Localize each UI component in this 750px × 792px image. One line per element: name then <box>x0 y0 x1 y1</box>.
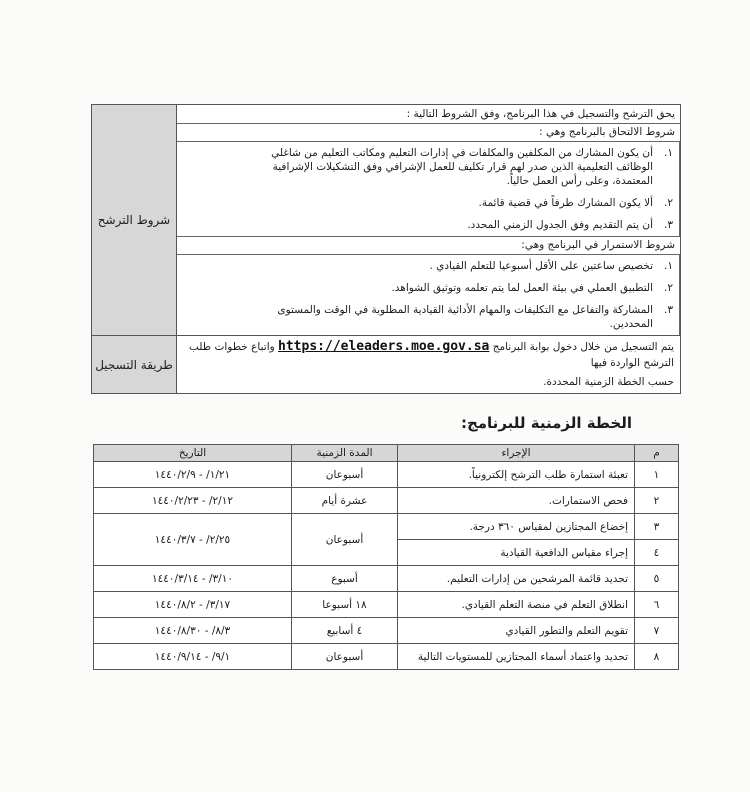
conditions-table <box>91 104 681 394</box>
table-row <box>94 644 679 670</box>
list-item <box>232 214 679 236</box>
row-num: ٦ <box>635 592 679 618</box>
row-num: ٢ <box>635 488 679 514</box>
row-duration: أسبوعان <box>292 514 398 566</box>
list-item <box>232 192 679 214</box>
col-header-date: التاريخ <box>94 445 292 462</box>
row-date: ٨/٣/ - ١٤٤٠/٨/٣٠ <box>94 618 292 644</box>
item-number: ٣. <box>664 219 673 231</box>
item-number: ٣. <box>664 304 673 316</box>
item-text: أن يتم التقديم وفق الجدول الزمني المحدد. <box>467 219 653 231</box>
criteria-body <box>177 105 681 336</box>
row-date: ٢/١٢/ - ١٤٤٠/٢/٢٣ <box>94 488 292 514</box>
col-header-duration: المدة الزمنية <box>292 445 398 462</box>
row-duration: أسبوع <box>292 566 398 592</box>
list-item <box>232 277 679 299</box>
continue-header-row <box>177 236 680 255</box>
row-duration: ١٨ أسبوعا <box>292 592 398 618</box>
item-number: ٢. <box>664 197 673 209</box>
join-items <box>232 142 680 236</box>
registration-body <box>177 336 681 394</box>
row-num: ٣ <box>635 514 679 540</box>
list-item <box>232 142 679 192</box>
table-row <box>94 592 679 618</box>
row-action: إخضاع المجتازين لمقياس ٣٦٠ درجة. <box>398 514 635 540</box>
continue-header: شروط الاستمرار في البرنامج وهي: <box>521 239 675 251</box>
row-date: ١/٢١/ - ١٤٤٠/٢/٩ <box>94 462 292 488</box>
table-row <box>94 514 679 540</box>
col-header-num: م <box>635 445 679 462</box>
list-item <box>232 299 679 335</box>
row-num: ٨ <box>635 644 679 670</box>
item-text: أن يكون المشارك من المكلفين والمكلفات في إدارات التعليم ومكاتب التعليم من شاغلي الوظائف التعليمية الذين صدر لهم قرار تكليف للعمل الإشرافي وفق التشكيلات الإشرافية المعتمدة، وعلى رأس العمل حالياً. <box>271 147 653 187</box>
schedule-table <box>93 444 679 670</box>
row-date: ٣/١٠/ - ١٤٤٠/٣/١٤ <box>94 566 292 592</box>
item-text: المشاركة والتفاعل مع التكليفات والمهام الأدائية القيادية المطلوبة في الوقت والمستوى المحددين. <box>277 304 653 330</box>
row-date: ٢/٢٥/ - ١٤٤٠/٣/٧ <box>94 514 292 566</box>
table-row <box>94 462 679 488</box>
item-text: التطبيق العملي في بيئة العمل لما يتم تعلمه وتوثيق الشواهد. <box>391 282 653 294</box>
row-action: إجراء مقياس الدافعية القيادية <box>398 540 635 566</box>
row-duration: أسبوعان <box>292 644 398 670</box>
item-number: ١. <box>664 147 673 159</box>
row-num: ٥ <box>635 566 679 592</box>
registration-link[interactable]: https://eleaders.moe.gov.sa <box>278 339 490 354</box>
list-item <box>232 255 679 277</box>
join-header: شروط الالتحاق بالبرنامج وهي : <box>539 126 675 138</box>
row-duration: أسبوعان <box>292 462 398 488</box>
schedule-title: الخطة الزمنية للبرنامج: <box>460 414 632 432</box>
item-number: ٢. <box>664 282 673 294</box>
item-number: ١. <box>664 260 673 272</box>
row-date: ٩/١/ - ١٤٤٠/٩/١٤ <box>94 644 292 670</box>
registration-line1 <box>177 336 680 374</box>
row-duration: ٤ أسابيع <box>292 618 398 644</box>
continue-items <box>232 255 680 335</box>
intro-text: يحق الترشح والتسجيل في هذا البرنامج، وفق الشروط التالية : <box>406 108 675 120</box>
row-num: ٤ <box>635 540 679 566</box>
row-action: تحديد واعتماد أسماء المجتازين للمستويات التالية <box>398 644 635 670</box>
criteria-label: شروط الترشح <box>92 105 177 336</box>
row-duration: عشرة أيام <box>292 488 398 514</box>
table-row <box>94 566 679 592</box>
row-action: تعبئة استمارة طلب الترشح إلكترونياً. <box>398 462 635 488</box>
registration-after: واتباع خطوات طلب الترشح الواردة فيها <box>188 341 674 369</box>
col-header-action: الإجراء <box>398 445 635 462</box>
row-num: ١ <box>635 462 679 488</box>
header-row <box>94 445 679 462</box>
table-row <box>94 488 679 514</box>
registration-before: يتم التسجيل من خلال دخول بوابة البرنامج <box>492 341 674 353</box>
row-num: ٧ <box>635 618 679 644</box>
row-action: تحديد قائمة المرشحين من إدارات التعليم. <box>398 566 635 592</box>
row-action: انطلاق التعلم في منصة التعلم القيادي. <box>398 592 635 618</box>
row-date: ٣/١٧/ - ١٤٤٠/٨/٢ <box>94 592 292 618</box>
row-action: تقويم التعلم والتطور القيادي <box>398 618 635 644</box>
item-text: ألا يكون المشارك طرفاً في قضية قائمة. <box>478 197 653 209</box>
item-text: تخصيص ساعتين على الأقل أسبوعيا للتعلم القيادي . <box>429 260 653 272</box>
registration-line2: حسب الخطة الزمنية المحددة. <box>543 376 674 388</box>
table-row <box>94 618 679 644</box>
join-header-row <box>177 123 680 142</box>
registration-label: طريقة التسجيل <box>92 336 177 394</box>
row-action: فحص الاستمارات. <box>398 488 635 514</box>
